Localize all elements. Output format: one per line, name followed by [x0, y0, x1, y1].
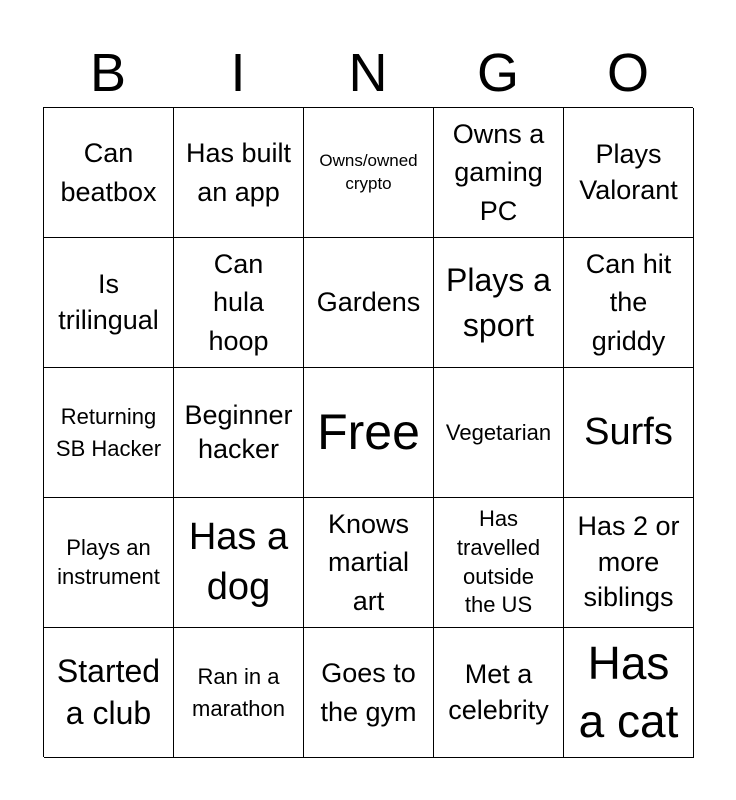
bingo-cell[interactable]: Owns a gaming PC — [434, 108, 564, 238]
bingo-cell[interactable]: Has a cat — [564, 628, 694, 758]
bingo-cell[interactable]: Can hula hoop — [174, 238, 304, 368]
header-letter-o: O — [606, 43, 649, 103]
bingo-cell[interactable]: Owns/owned crypto — [304, 108, 434, 238]
bingo-cell[interactable]: Started a club — [44, 628, 174, 758]
bingo-cell[interactable]: Plays Valorant — [564, 108, 694, 238]
bingo-cell[interactable]: Vegetarian — [434, 368, 564, 498]
bingo-cell[interactable]: Goes to the gym — [304, 628, 434, 758]
bingo-cell[interactable]: Can beatbox — [44, 108, 174, 238]
bingo-cell[interactable]: Returning SB Hacker — [44, 368, 174, 498]
bingo-cell-free[interactable]: Free — [304, 368, 434, 498]
bingo-cell[interactable]: Surfs — [564, 368, 694, 498]
bingo-cell[interactable]: Plays an instrument — [44, 498, 174, 628]
bingo-cell[interactable]: Plays a sport — [434, 238, 564, 368]
bingo-cell[interactable]: Gardens — [304, 238, 434, 368]
bingo-cell[interactable]: Met a celebrity — [434, 628, 564, 758]
bingo-cell[interactable]: Knows martial art — [304, 498, 434, 628]
bingo-cell[interactable]: Has 2 or more siblings — [564, 498, 694, 628]
header-letter-g: G — [476, 43, 519, 103]
header-letter-b: B — [89, 43, 127, 103]
bingo-header — [43, 38, 693, 108]
bingo-cell[interactable]: Ran in a marathon — [174, 628, 304, 758]
bingo-cell[interactable]: Has travelled outside the US — [434, 498, 564, 628]
bingo-cell[interactable]: Has a dog — [174, 498, 304, 628]
bingo-grid — [43, 107, 693, 757]
bingo-cell[interactable]: Is trilingual — [44, 238, 174, 368]
bingo-cell[interactable]: Has built an app — [174, 108, 304, 238]
header-letter-i: I — [230, 43, 246, 103]
bingo-cell[interactable]: Can hit the griddy — [564, 238, 694, 368]
bingo-cell[interactable]: Beginner hacker — [174, 368, 304, 498]
header-letter-n: N — [348, 43, 388, 103]
